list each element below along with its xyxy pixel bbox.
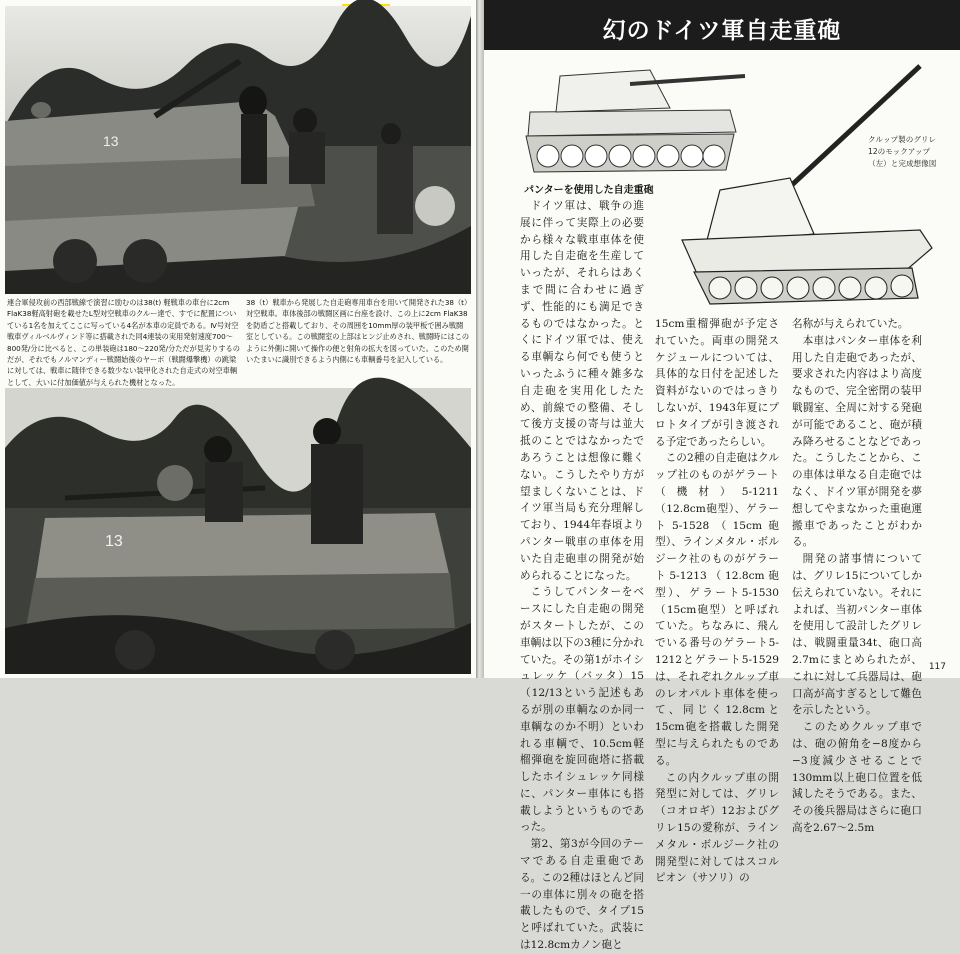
paragraph: 開発の諸事情については、グリレ15についてしか伝えられていない。それによれば、当初パンター車体を使用して設計したグリレは、戦闘重量34t、砲口高2.7mにまとめられたが、これに対して兵器局は、砲口高が高すぎるとして難色を示したという。 (792, 553, 922, 717)
page-number: 117 (928, 662, 946, 672)
left-page (0, 0, 476, 678)
page-gutter (476, 0, 484, 678)
tank-number: 13 (103, 133, 119, 149)
bottom-photo (5, 388, 471, 674)
paragraph: この2種の自走砲はクルップ社のものがゲラート（機材）5-1211（12.8cm砲型）、ゲラート5-1528（15cm砲型）、ラインメタル・ボルジーク社のものがゲラート5-1213（12.8cm砲型）、ゲラート5-1530（15cm砲型）と呼ばれていた。ちなみに、飛んでいる番号のゲラート5-1212とゲラート5-1529は、それぞれクルップ車のレオパルト車体を使って、同じく12.8cmと15cm砲を搭載した開発型に与えられたものである。 (655, 452, 779, 767)
paragraph: 名称が与えられていた。 (792, 318, 909, 330)
top-photo-caption: 連合軍侵攻前の西部戦線で演習に励むのは38(t) 軽戦車の車台に2cm FlaK38軽高射砲を載せたL型対空戦車のクルー達で、すでに配置についている1名を加えてここに写っている4名が本車の定員である。Ⅳ号対空戦車ヴィルベルヴィンド等に搭載された同4連装の実用発射速度700〜800発/分に比べると、この単装砲は180〜220発/分ただが見劣りするのだが、それでもノルマンディー戦闘始後のヤーボ（戦闘爆撃機）の跳梁に対しては、戦車に随伴できる数少ない装甲化された自走式の対空車輌として、大いに付加価値が与えられた機材となった。 (7, 298, 240, 387)
paragraph: 第2、第3が今回のテーマである自走重砲である。この2種はほとんど同一の車体に別々の砲を搭載したもので、タイプ15と呼ばれていた。武装には12.8cmカノン砲と (520, 838, 644, 952)
body-column-1 (520, 198, 644, 954)
paragraph: このためクルップ車では、砲の俯角を−8度から−3度減少させることで130mm以上砲口位置を低減したそうである。また、その後兵器局はさらに砲口高を2.67〜2.5m (792, 721, 922, 834)
section-subtitle: パンターを使用した自走重砲 (524, 185, 654, 196)
body-column-2 (655, 316, 779, 887)
paragraph: この内クルップ車の開発型に対しては、グリレ（コオロギ）12およびグリレ15の愛称が、ラインメタル・ボルジーク社の開発型に対してはスコルピオン（サソリ）の (655, 771, 779, 885)
photo-antiaircraft-tank-crew (5, 6, 471, 294)
article-title: 幻のドイツ軍自走重砲 (602, 18, 842, 44)
body-column-3 (792, 316, 922, 837)
top-photo (5, 6, 471, 294)
paragraph: こうしてパンターをベースにした自走砲の開発がスタートしたが、この車輌は以下の3種に分かれていた。その第1がホイシュレッケ（バッタ）15（12/13という記述もあるが別の車輌なのか同一車輌なのか不明）といわれる車輌で、10.5cm軽榴弾砲を旋回砲塔に搭載したホイシュレッケ同様に、パンター車体にも搭載しようというものであった。 (520, 586, 644, 834)
paragraph: ドイツ軍は、戦争の進展に伴って実際上の必要から様々な戦車車体を使用した自走砲を生産していったが、それらはあくまで間に合わせに過ぎず、性能的にも満足できるものではなかった。とくにドイツ軍では、使える車輌なら何でも使うといったふうに種々雑多な自走砲を実用化したため、前線での整備、そして後方支援の寄与は並大抵のことではなかったであろうことは想像に難くない。こうしたやり方が望ましくないことは、ドイツ軍当局も充分理解しており、1944年春頃よりパンター戦車の車体を用いた自走砲車の開発が始められることになった。 (520, 200, 644, 582)
tank-number: 13 (105, 533, 123, 550)
photo-38t-antiaircraft-tank (5, 388, 471, 674)
bottom-photo-caption: 38（t）戦車から発展した自走砲専用車台を用いて開発された38（t）対空戦車。車体後部の戦闘区画に台座を設け、この上に2cm FlaK38を防盾ごと搭載しており、その周囲を10mm厚の装甲板で囲み戦闘室としている。この戦闘室の上部はヒンジ止めされ、戦闘時にはこのように外側に開いて操作の便と射角の拡大を図っていた。このため開いたまいに識別できるよう内側にも車輌番号を記入している。 (246, 298, 470, 365)
illustration-caption: クルップ製のグリレ12のモックアップ（左）と完成想像図 (868, 135, 937, 168)
grille-completed-illustration (680, 58, 942, 310)
paragraph: 15cm重榴弾砲が予定されていた。両車の開発スケジュールについては、具体的な日付を記述した資料がないのではっきりしないが、1943年夏にプロトタイプが引き渡される予定であったらしい。 (655, 318, 779, 448)
paragraph: 本車はパンター車体を利用した自走砲であったが、要求された内容はより高度なもので、完全密閉の装甲戦闘室、全周に対する発砲が可能であること、砲が積み降ろせることなどであった。こうしたことから、この車体は単なる自走砲ではなく、ドイツ軍が開発を夢想してやまなかった重砲運搬車であったことがわかる。 (792, 334, 922, 549)
right-page (484, 0, 960, 952)
